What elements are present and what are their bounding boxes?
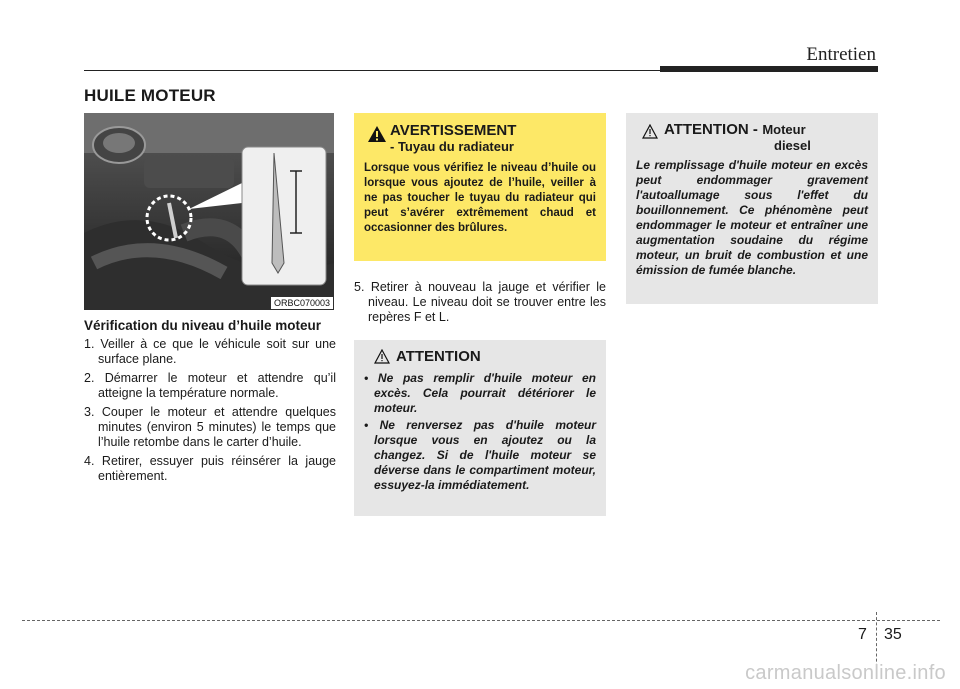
caution-triangle-icon: [642, 124, 658, 139]
header-rule-accent: [660, 66, 878, 72]
procedure-step-2: 2. Démarrer le moteur et attendre qu’il atteigne la température normale.: [84, 371, 336, 400]
procedure-step-3: 3. Couper le moteur et attendre quelques minutes (environ 5 minutes) le temps que l’huile retombe dans le carter d’huile.: [84, 405, 336, 449]
engine-dipstick-photo: [84, 113, 334, 310]
procedure-step-4: 4. Retirer, essuyer puis réinsérer la jauge entièrement.: [84, 454, 336, 483]
warning-title: AVERTISSEMENT: [390, 122, 517, 139]
warning-triangle-icon: [364, 125, 390, 143]
caution-list: [364, 371, 596, 493]
warning-header: [364, 123, 596, 155]
diesel-caution-title: ATTENTION -: [664, 121, 758, 138]
warning-subtitle: - Tuyau du radiateur: [390, 139, 514, 154]
procedure-step-5-block: [354, 280, 606, 325]
caution-triangle-icon: [374, 349, 390, 364]
diesel-caution-subtitle: Moteur: [762, 122, 806, 137]
page-number: 35: [884, 626, 902, 643]
caution-item-2: • Ne renversez pas d'huile moteur lorsque vous en ajoutez ou la changez. Si de l'huile moteur se déverse dans le compartiment moteur, essuyez-la immédiatement.: [364, 418, 596, 492]
footer-rule: [22, 620, 940, 621]
procedure-column: [84, 318, 336, 488]
diesel-caution-subtitle-2: diesel: [774, 138, 811, 153]
figure-code: ORBC070003: [271, 297, 333, 309]
header-rule: [84, 70, 664, 71]
warning-text: Lorsque vous vérifiez le niveau d’huile ou lorsque vous ajoutez de l’huile, veiller à ne pas toucher le tuyau du radiateur qui peut s’avérer extrêmement chaud et occasionner des brûlures.: [364, 162, 596, 234]
page-chapter-number: 7: [858, 626, 867, 643]
section-title: HUILE MOTEUR: [84, 86, 216, 105]
diesel-caution-text: Le remplissage d'huile moteur en excès peut endommager gravement l'autoallumage sous l'effet du bouillonnement. Ce phénomène peut endommager le moteur et entraîner une augmentation soudaine du régime moteur, un bruit de combustion et une émission de fumée blanche.: [636, 158, 868, 277]
caution-box: [354, 340, 606, 516]
procedure-heading: Vérification du niveau d’huile moteur: [84, 318, 322, 333]
diesel-caution-header: [636, 122, 868, 154]
caution-title: ATTENTION: [396, 348, 481, 365]
watermark: carmanualsonline.info: [745, 662, 946, 684]
procedure-step-5: 5. Retirer à nouveau la jauge et vérifier le niveau. Le niveau doit se trouver entre les repères F et L.: [354, 280, 606, 324]
procedure-steps: [84, 337, 336, 484]
engine-illustration: [84, 113, 334, 310]
diesel-caution-box: [626, 113, 878, 304]
procedure-step-1: 1. Veiller à ce que le véhicule soit sur une surface plane.: [84, 337, 336, 366]
caution-header: [364, 348, 596, 365]
caution-item-1: • Ne pas remplir d'huile moteur en excès. Cela pourrait détériorer le moteur.: [364, 371, 596, 415]
warning-box: [354, 113, 606, 261]
chapter-title: Entretien: [806, 44, 876, 65]
